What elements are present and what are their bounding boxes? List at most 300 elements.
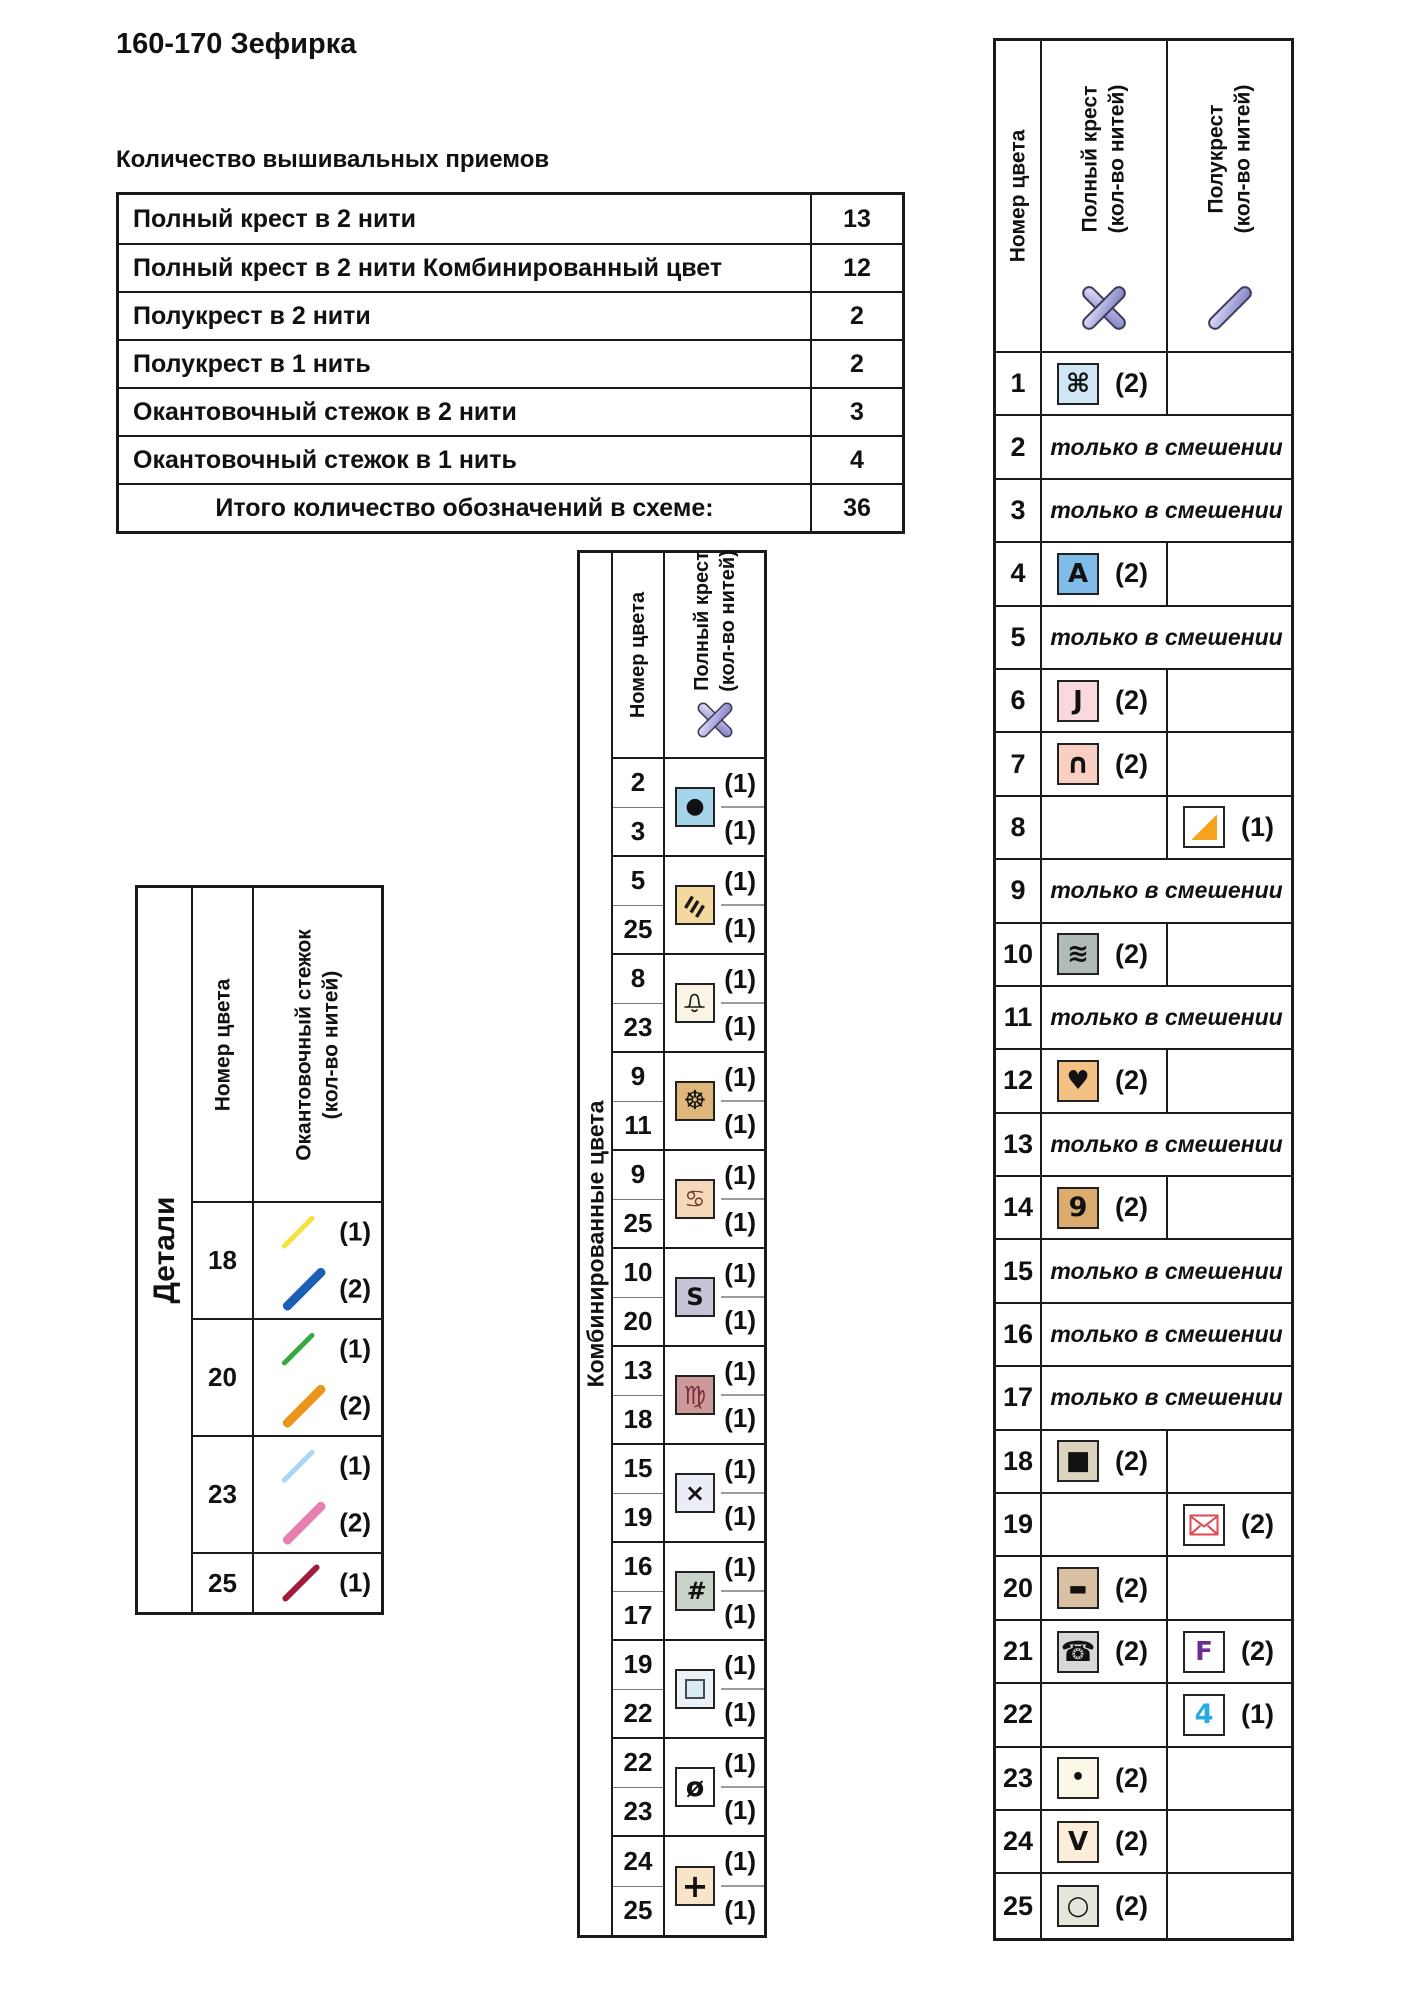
half-cross-cell: [1168, 924, 1291, 985]
symbol-glyph: ☎: [1060, 1634, 1096, 1668]
legend-half-cross-header: Полукрест (кол-во нитей): [1168, 41, 1291, 351]
half-cross-cell: [1168, 1811, 1291, 1872]
digit-4-icon: [1183, 1694, 1225, 1736]
filled-circle-icon: [675, 787, 715, 827]
legend-row: [996, 1621, 1291, 1684]
pair-symbol-cell: [665, 1837, 764, 1935]
pair-number-cell: [613, 1837, 665, 1935]
symbol-glyph: ♍: [683, 1380, 707, 1410]
color-number: 20: [623, 1305, 653, 1336]
color-number: 9: [613, 1053, 663, 1102]
letter-j-icon: [1057, 680, 1099, 722]
color-number: 9: [996, 860, 1042, 921]
legend-row: [996, 1811, 1291, 1874]
legend-row: [996, 1557, 1291, 1620]
symbol-glyph: F: [1195, 1636, 1213, 1667]
symbol-glyph: ●: [685, 794, 705, 819]
color-number: 15: [996, 1240, 1042, 1301]
summary-row: [119, 291, 902, 339]
color-number: 22: [623, 1697, 653, 1728]
letter-a-icon: [1057, 553, 1099, 595]
orange-line-icon: [281, 1383, 327, 1429]
thread-count: (1): [724, 1599, 756, 1629]
combined-header-row: [613, 550, 764, 759]
combined-pair-row: [613, 1739, 764, 1837]
pair-number-cell: [613, 1543, 665, 1639]
color-number: 18: [996, 1431, 1042, 1492]
full-cross-cell: [1042, 797, 1168, 858]
outline-stitch-entry: [254, 1437, 381, 1495]
pair-symbol-cell: [665, 759, 764, 855]
legend-row: [996, 416, 1291, 479]
summary-row: [119, 435, 902, 483]
details-label: Детали: [147, 1196, 181, 1304]
virgo-sign-icon: [675, 1375, 715, 1415]
color-number: 25: [193, 1554, 254, 1612]
legend-header-row: [996, 41, 1291, 353]
half-cross-cell: [1168, 1494, 1291, 1555]
full-cross-cell: [1042, 1811, 1168, 1872]
thread-count: (1): [724, 1697, 756, 1727]
thread-count: (2): [1115, 1826, 1148, 1857]
symbol-glyph: ⌘: [1065, 368, 1091, 399]
color-number: 3: [996, 480, 1042, 541]
pair-number-cell: [613, 1445, 665, 1541]
color-number: 20: [193, 1320, 254, 1435]
legend-row: [996, 480, 1291, 543]
blue-line-icon: [281, 1266, 327, 1312]
combined-pair-row: [613, 955, 764, 1053]
mix-only-note: только в смешении: [1050, 1004, 1283, 1031]
full-cross-icon: [1073, 277, 1135, 339]
legend-row: [996, 543, 1291, 606]
full-cross-cell: [1042, 1684, 1168, 1745]
legend-row: [996, 987, 1291, 1050]
pair-symbol-cell: [665, 1053, 764, 1149]
color-number: 5: [613, 857, 663, 906]
combined-colors-label: Комбинированные цвета: [582, 1100, 608, 1388]
thread-count: (2): [339, 1390, 371, 1421]
legend-row: [996, 1748, 1291, 1811]
thread-count: (1): [1241, 811, 1274, 842]
color-number: 22: [613, 1739, 663, 1788]
letter-s-icon: [675, 1277, 715, 1317]
color-number: 14: [996, 1177, 1042, 1238]
details-row: [193, 1203, 381, 1320]
full-cross-icon: [690, 695, 740, 745]
thread-count: (1): [724, 964, 756, 994]
symbol-glyph: •: [1070, 1765, 1086, 1791]
symbol-glyph: ×: [684, 1479, 706, 1507]
full-cross-cell: [1042, 1050, 1168, 1111]
combined-pair-row: [613, 1053, 764, 1151]
symbol-glyph: ∩: [1066, 747, 1090, 781]
thread-count: (1): [724, 768, 756, 798]
half-cross-icon: [1199, 277, 1261, 339]
combined-label-column: [580, 553, 613, 1935]
color-number: 10: [613, 1249, 663, 1298]
color-number: 24: [613, 1837, 663, 1887]
square-in-square-icon: [675, 1669, 715, 1709]
summary-row-label: Полный крест в 2 нити Комбинированный цвет: [119, 245, 812, 291]
thread-count: (1): [339, 1567, 371, 1598]
envelope-icon: [1183, 1504, 1225, 1546]
symbol-glyph: +: [681, 1867, 709, 1905]
summary-total-row: [119, 483, 902, 531]
color-number: 5: [996, 607, 1042, 668]
color-number: 18: [623, 1403, 653, 1434]
outline-stitch-entry: [254, 1203, 381, 1261]
full-cross-cell: [1042, 1177, 1168, 1238]
thread-count: (1): [724, 1160, 756, 1190]
combined-pair-row: [613, 1347, 764, 1445]
details-row: [193, 1437, 381, 1554]
color-number: 23: [193, 1437, 254, 1552]
symbol-glyph: 4: [1194, 1699, 1214, 1731]
color-number: 17: [996, 1367, 1042, 1428]
half-cross-cell: [1168, 353, 1291, 414]
legend-row: [996, 733, 1291, 796]
color-number: 25: [623, 913, 653, 944]
thread-count: (2): [1241, 1509, 1274, 1540]
legend-row: [996, 1177, 1291, 1240]
details-number-header: Номер цвета: [193, 888, 254, 1201]
letter-v-icon: [1057, 1821, 1099, 1863]
half-cross-cell: [1168, 1431, 1291, 1492]
combined-pair-row: [613, 857, 764, 955]
color-number: 3: [630, 815, 646, 846]
symbol-glyph: #: [686, 1577, 704, 1605]
pair-symbol-cell: [665, 1151, 764, 1247]
legend-row: [996, 1684, 1291, 1747]
thread-count: (1): [724, 1795, 756, 1825]
pair-symbol-cell: [665, 1641, 764, 1737]
dark-red-line-icon: [281, 1563, 321, 1603]
thread-count: (1): [724, 1403, 756, 1433]
thread-count: (1): [724, 1011, 756, 1041]
hash-icon: [675, 1571, 715, 1611]
thread-count: (2): [1115, 1890, 1148, 1921]
full-cross-cell: [1042, 1621, 1168, 1682]
arc-icon: [1057, 743, 1099, 785]
thread-count: (1): [724, 913, 756, 943]
command-icon: [1057, 363, 1099, 405]
bell-icon: [675, 983, 715, 1023]
triple-slash-icon: [675, 885, 715, 925]
combined-pair-row: [613, 1641, 764, 1739]
circle-icon: [1057, 1885, 1099, 1927]
thread-count: (1): [724, 1748, 756, 1778]
thread-count: (2): [1115, 1192, 1148, 1223]
thread-count: (1): [339, 1216, 371, 1247]
color-number: 11: [624, 1109, 652, 1140]
thread-count: (2): [1115, 368, 1148, 399]
x-mark-icon: [675, 1473, 715, 1513]
thread-count: (2): [1115, 1445, 1148, 1476]
summary-row-value: 2: [850, 349, 864, 378]
pair-symbol-cell: [665, 1445, 764, 1541]
color-number: 12: [996, 1050, 1042, 1111]
light-blue-line-icon: [281, 1449, 315, 1483]
mix-only-note: только в смешении: [1050, 433, 1283, 460]
half-cross-cell: [1168, 733, 1291, 794]
symbol-glyph: ☸: [683, 1086, 707, 1116]
stitch-count-summary-table: [116, 192, 905, 534]
yellow-line-icon: [281, 1215, 315, 1249]
thread-count: (2): [1115, 1636, 1148, 1666]
legend-row: [996, 1304, 1291, 1367]
color-number: 9: [613, 1151, 663, 1200]
combined-pair-row: [613, 1151, 764, 1249]
thread-count: (1): [724, 1552, 756, 1582]
pair-symbol-cell: [665, 857, 764, 953]
outline-stitch-cell: [254, 1437, 381, 1552]
thread-count: (1): [724, 866, 756, 896]
legend-row: [996, 353, 1291, 416]
legend-row: [996, 607, 1291, 670]
summary-total-value: 36: [843, 493, 871, 522]
half-cross-cell: [1168, 1050, 1291, 1111]
color-number: 13: [613, 1347, 663, 1396]
legend-row: [996, 1874, 1291, 1937]
pair-number-cell: [613, 759, 665, 855]
pair-number-cell: [613, 1249, 665, 1345]
symbol-glyph: ♥: [1066, 1065, 1090, 1096]
summary-row-value: 3: [850, 397, 864, 426]
legend-row: [996, 1240, 1291, 1303]
pair-symbol-cell: [665, 955, 764, 1051]
half-cross-cell: [1168, 1557, 1291, 1618]
heart-icon: [1057, 1060, 1099, 1102]
thread-count: (1): [339, 1333, 371, 1364]
pair-symbol-cell: [665, 1347, 764, 1443]
color-legend-table: [993, 38, 1294, 1941]
ship-wheel-icon: [675, 1081, 715, 1121]
summary-row-label: Полный крест в 2 нити: [119, 195, 812, 243]
dash-icon: [1057, 1567, 1099, 1609]
summary-row-value: 13: [843, 204, 871, 233]
outline-stitch-cell: [254, 1554, 381, 1612]
summary-row: [119, 195, 902, 243]
combined-number-header: Номер цвета: [613, 553, 665, 757]
summary-row-label: Полукрест в 1 нить: [119, 341, 812, 387]
summary-row-label: Полукрест в 2 нити: [119, 293, 812, 339]
half-cross-cell: [1168, 543, 1291, 604]
thread-count: (1): [724, 1207, 756, 1237]
thread-count: (1): [724, 815, 756, 845]
combined-colors-table: [577, 550, 767, 1938]
thread-count: (2): [1115, 748, 1148, 779]
combined-full-cross-header: Полный крест (кол-во нитей): [665, 553, 764, 757]
color-number: 19: [996, 1494, 1042, 1555]
details-header-row: [193, 888, 381, 1203]
half-cross-cell: [1168, 797, 1291, 858]
color-number: 6: [996, 670, 1042, 731]
color-number: 25: [623, 1207, 653, 1238]
color-number: 23: [996, 1748, 1042, 1809]
outline-stitch-entry: [254, 1495, 381, 1553]
legend-full-cross-header: Полный крест (кол-во нитей): [1042, 41, 1168, 351]
legend-row: [996, 797, 1291, 860]
full-cross-cell: [1042, 733, 1168, 794]
color-number: 10: [996, 924, 1042, 985]
full-cross-cell: [1042, 543, 1168, 604]
pair-symbol-cell: [665, 1739, 764, 1835]
summary-row-value: 2: [850, 301, 864, 330]
letter-f-icon: [1183, 1631, 1225, 1673]
half-cross-cell: [1168, 1177, 1291, 1238]
color-number: 17: [623, 1599, 653, 1630]
pair-number-cell: [613, 857, 665, 953]
half-cross-cell: [1168, 1748, 1291, 1809]
green-line-icon: [281, 1332, 315, 1366]
legend-row: [996, 1367, 1291, 1430]
legend-number-header: Номер цвета: [996, 41, 1042, 351]
details-label-column: [138, 888, 193, 1612]
thread-count: (2): [339, 1507, 371, 1538]
symbol-glyph: ≋: [1067, 939, 1089, 970]
details-outline-table: [135, 885, 384, 1615]
symbol-glyph: ■: [1065, 1446, 1091, 1477]
half-cross-cell: [1168, 670, 1291, 731]
thread-count: (2): [339, 1273, 371, 1304]
thread-count: (1): [724, 1356, 756, 1386]
legend-row: [996, 924, 1291, 987]
full-cross-cell: [1042, 1748, 1168, 1809]
symbol-glyph: ▬: [1068, 1576, 1088, 1601]
symbol-glyph: ø: [685, 1771, 705, 1803]
color-number: 19: [613, 1641, 663, 1690]
full-cross-cell: [1042, 670, 1168, 731]
summary-row-label: Окантовочный стежок в 2 нити: [119, 389, 812, 435]
symbol-glyph: ♋: [684, 1185, 706, 1213]
cancer-sign-icon: [675, 1179, 715, 1219]
thread-count: (1): [339, 1450, 371, 1481]
outline-stitch-cell: [254, 1203, 381, 1318]
waves-icon: [1057, 933, 1099, 975]
plus-icon: [675, 1866, 715, 1906]
full-cross-cell: [1042, 353, 1168, 414]
color-number: 23: [623, 1795, 653, 1826]
mix-only-note: только в смешении: [1050, 877, 1283, 904]
color-number: 16: [996, 1304, 1042, 1365]
outline-stitch-entry: [254, 1554, 381, 1612]
pink-line-icon: [281, 1500, 327, 1546]
pair-number-cell: [613, 955, 665, 1051]
dot-icon: [1057, 1757, 1099, 1799]
color-number: 23: [623, 1011, 653, 1042]
color-number: 20: [996, 1557, 1042, 1618]
mix-only-note: только в смешении: [1050, 1321, 1283, 1348]
pair-symbol-cell: [665, 1249, 764, 1345]
page-title: 160-170 Зефирка: [116, 28, 357, 60]
symbol-glyph: S: [686, 1283, 704, 1311]
legend-row: [996, 860, 1291, 923]
triangle-icon: [1183, 806, 1225, 848]
summary-row-value: 12: [843, 253, 871, 282]
combined-pair-row: [613, 1837, 764, 1935]
color-number: 25: [996, 1874, 1042, 1937]
combined-pair-row: [613, 1249, 764, 1347]
inner-square-shape: [685, 1679, 705, 1699]
mix-only-note: только в смешении: [1050, 623, 1283, 650]
summary-row: [119, 387, 902, 435]
color-number: 18: [193, 1203, 254, 1318]
legend-row: [996, 1431, 1291, 1494]
color-number: 2: [996, 416, 1042, 477]
thread-count: (2): [1115, 685, 1148, 716]
thread-count: (2): [1115, 558, 1148, 589]
mix-only-note: только в смешении: [1050, 1257, 1283, 1284]
color-number: 1: [996, 353, 1042, 414]
combined-pair-row: [613, 759, 764, 857]
color-number: 21: [996, 1621, 1042, 1682]
legend-row: [996, 670, 1291, 733]
half-cross-cell: [1168, 1874, 1291, 1937]
color-number: 19: [623, 1501, 653, 1532]
thread-count: (1): [724, 1062, 756, 1092]
thread-count: (1): [724, 1501, 756, 1531]
details-row: [193, 1554, 381, 1612]
pair-number-cell: [613, 1347, 665, 1443]
thread-count: (1): [724, 1846, 756, 1876]
color-number: 25: [623, 1895, 653, 1926]
black-square-icon: [1057, 1440, 1099, 1482]
color-number: 4: [996, 543, 1042, 604]
color-number: 22: [996, 1684, 1042, 1745]
color-number: 8: [996, 797, 1042, 858]
pair-number-cell: [613, 1739, 665, 1835]
pair-number-cell: [613, 1053, 665, 1149]
combined-pair-row: [613, 1543, 764, 1641]
summary-row: [119, 243, 902, 291]
symbol-glyph: A: [1067, 558, 1089, 589]
symbol-glyph: ○: [1066, 1891, 1090, 1922]
summary-row-label: Окантовочный стежок в 1 нить: [119, 437, 812, 483]
thread-count: (2): [1115, 1572, 1148, 1603]
legend-row: [996, 1114, 1291, 1177]
full-cross-cell: [1042, 1557, 1168, 1618]
full-cross-cell: [1042, 924, 1168, 985]
full-cross-cell: [1042, 1874, 1168, 1937]
thread-count: (1): [724, 1895, 756, 1925]
thread-count: (1): [724, 1109, 756, 1139]
symbol-glyph: V: [1067, 1826, 1089, 1857]
color-number: 11: [996, 987, 1042, 1048]
mix-only-note: только в смешении: [1050, 496, 1283, 523]
thread-count: (1): [724, 1305, 756, 1335]
details-outline-header: Окантовочный стежок (кол-во нитей): [292, 928, 343, 1161]
digit-9-icon: [1057, 1187, 1099, 1229]
symbol-glyph: 9: [1068, 1192, 1088, 1224]
combined-pair-row: [613, 1445, 764, 1543]
thread-count: (1): [724, 1258, 756, 1288]
color-number: 7: [996, 733, 1042, 794]
legend-row: [996, 1494, 1291, 1557]
summary-row: [119, 339, 902, 387]
color-number: 24: [996, 1811, 1042, 1872]
half-cross-cell: [1168, 1621, 1291, 1682]
color-number: 16: [613, 1543, 663, 1592]
legend-row: [996, 1050, 1291, 1113]
color-number: 13: [996, 1114, 1042, 1175]
thread-count: (1): [724, 1650, 756, 1680]
full-cross-cell: [1042, 1431, 1168, 1492]
summary-row-value: 4: [850, 445, 864, 474]
color-number: 8: [613, 955, 663, 1004]
thread-count: (2): [1115, 1762, 1148, 1793]
triangle-shape: [1191, 814, 1217, 840]
